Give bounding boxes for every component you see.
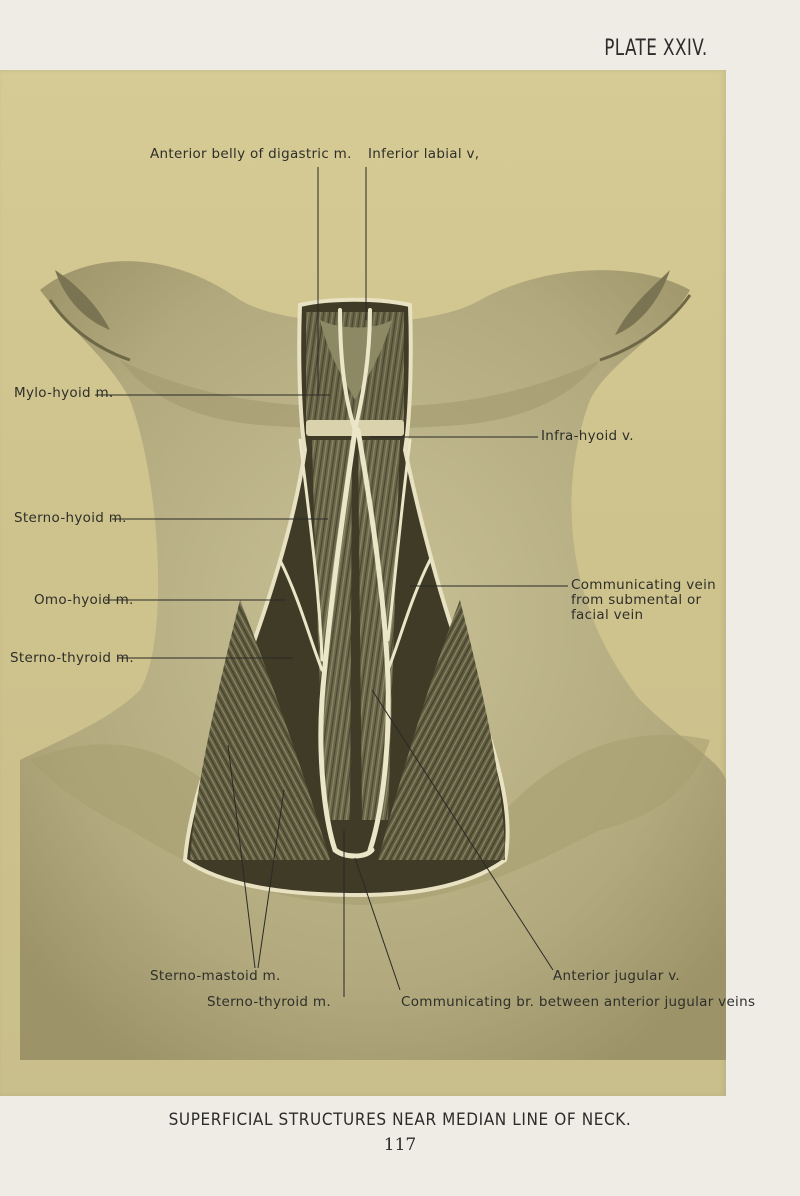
label-sterno-mastoid: Sterno-mastoid m. [150, 968, 281, 984]
label-anterior-belly-digastric: Anterior belly of digastric m. [150, 146, 352, 162]
label-anterior-jugular-vein: Anterior jugular v. [553, 968, 681, 984]
label-mylo-hyoid: Mylo-hyoid m. [14, 385, 114, 401]
page-number: 117 [383, 1135, 417, 1155]
label-infra-hyoid-vein: Infra-hyoid v. [541, 428, 634, 444]
label-sterno-thyroid-left: Sterno-thyroid m. [10, 650, 134, 666]
figure-caption: SUPERFICIAL STRUCTURES NEAR MEDIAN LINE OF NECK. [168, 1110, 632, 1130]
label-communicating-vein: Communicating vein from submental or facial vein [571, 577, 717, 623]
label-sterno-thyroid-bottom: Sterno-thyroid m. [207, 994, 331, 1010]
label-communicating-branch: Communicating br. between anterior jugular veins [401, 994, 756, 1010]
label-inferior-labial-vein: Inferior labial v, [368, 146, 480, 162]
label-omo-hyoid: Omo-hyoid m. [34, 592, 134, 608]
label-sterno-hyoid: Sterno-hyoid m. [14, 510, 127, 526]
plate-number: PLATE XXIV. [604, 36, 708, 61]
